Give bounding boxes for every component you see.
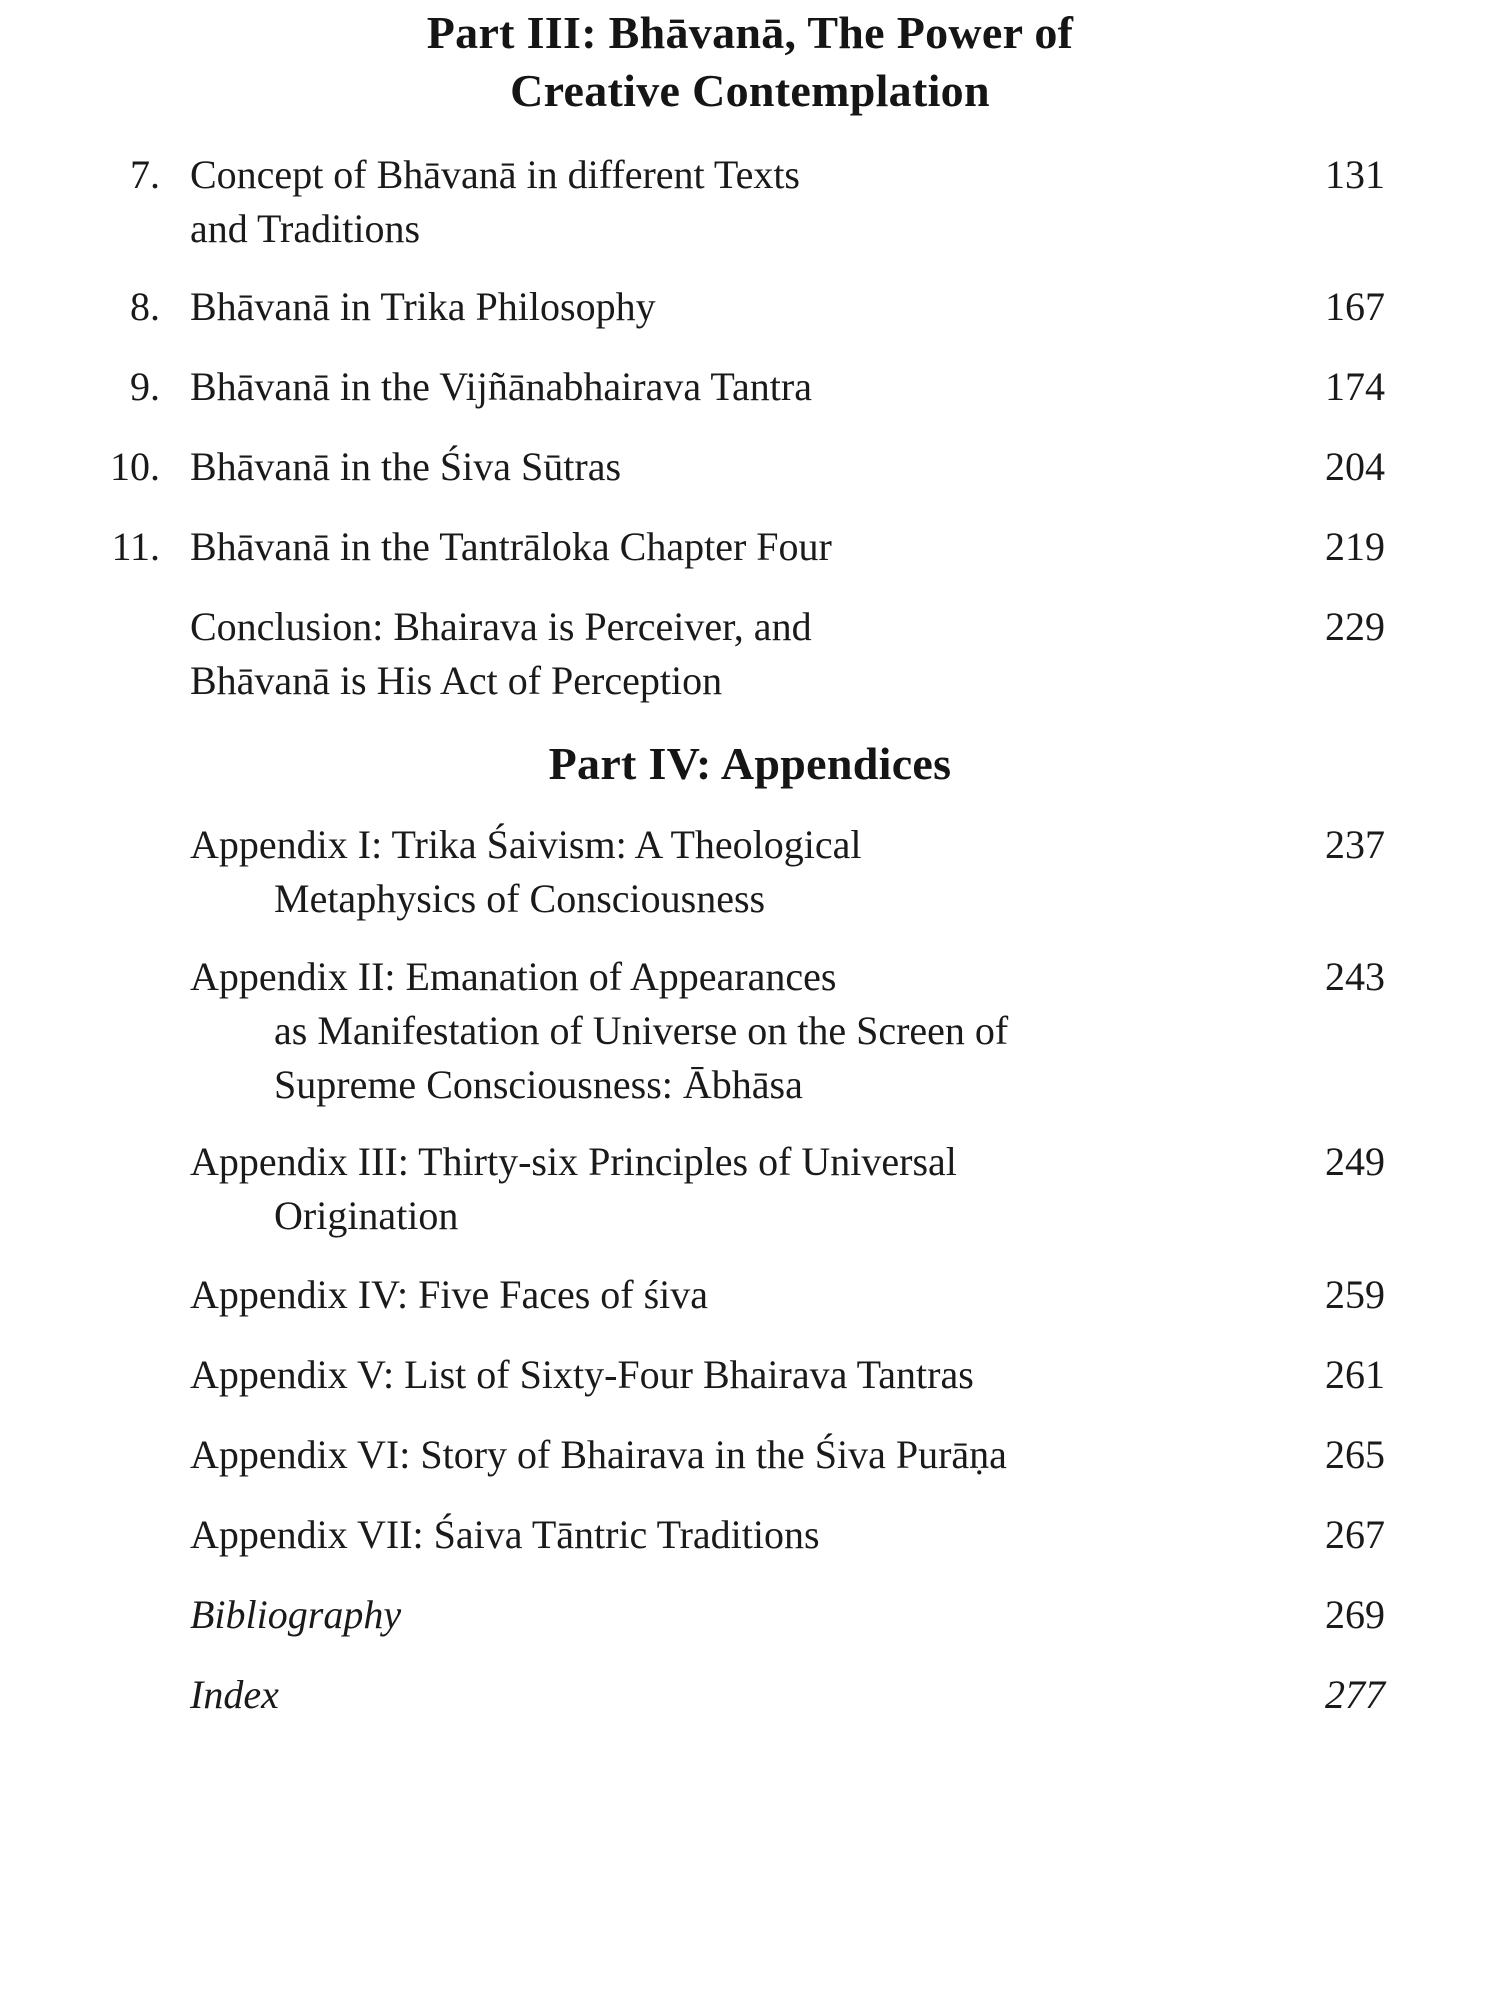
entry-page-number: 265	[1325, 1432, 1385, 1477]
entry-title: Bhāvanā in the Vijñānabhairava Tantra	[190, 364, 812, 409]
entry-title: Appendix V: List of Sixty-Four Bhairava Tantras	[190, 1352, 974, 1397]
entry-number: 8.	[130, 284, 160, 329]
entry-page-number: 267	[1325, 1512, 1385, 1557]
entry-page-number: 229	[1325, 604, 1385, 649]
entry-number: 7.	[130, 152, 160, 197]
entry-page-number: 174	[1325, 364, 1385, 409]
entry-title: Appendix I: Trika Śaivism: A Theological Metaphysics of Consciousness	[190, 822, 862, 921]
entry-page-number: 249	[1325, 1139, 1385, 1184]
entry-title: Bhāvanā in the Tantrāloka Chapter Four	[190, 524, 832, 569]
part-3-heading-line1: Part III: Bhāvanā, The Power of	[426, 7, 1074, 58]
entry-title: Appendix VI: Story of Bhairava in the Śiva Purāṇa	[190, 1432, 1007, 1477]
entry-title: Bhāvanā in the Śiva Sūtras	[190, 444, 622, 489]
entry-title: Index	[190, 1672, 279, 1717]
entry-page-number: 259	[1325, 1272, 1385, 1317]
entry-page-number: 261	[1325, 1352, 1385, 1397]
entry-title: Appendix VII: Śaiva Tāntric Traditions	[190, 1512, 820, 1557]
part-3-heading-line2: Creative Contemplation	[510, 65, 990, 116]
entry-number: 11.	[111, 524, 160, 569]
entry-page-number: 204	[1325, 444, 1385, 489]
entry-title: Appendix III: Thirty-six Principles of Universal Origination	[190, 1139, 957, 1238]
entry-page-number: 167	[1325, 284, 1385, 329]
entry-title: Appendix IV: Five Faces of śiva	[190, 1272, 709, 1317]
entry-number: 9.	[130, 364, 160, 409]
entry-number: 10.	[110, 444, 160, 489]
entry-title: Bibliography	[190, 1592, 402, 1637]
part-4-heading: Part IV: Appendices	[548, 738, 952, 789]
entry-page-number: 277	[1325, 1672, 1385, 1717]
entry-page-number: 237	[1325, 822, 1385, 867]
entry-title: Concept of Bhāvanā in different Texts and Traditions	[190, 152, 800, 251]
entry-page-number: 131	[1325, 152, 1385, 197]
entry-page-number: 219	[1325, 524, 1385, 569]
part-3-heading	[0, 4, 1500, 120]
entry-title: Bhāvanā in Trika Philosophy	[190, 284, 656, 329]
entry-title: Conclusion: Bhairava is Perceiver, and Bhāvanā is His Act of Perception	[190, 604, 812, 703]
entry-page-number: 243	[1325, 954, 1385, 999]
entry-title: Appendix II: Emanation of Appearances as Manifestation of Universe on the Screen of Supreme Consciousness: Ābhāsa	[190, 954, 1009, 1107]
entry-page-number: 269	[1325, 1592, 1385, 1637]
